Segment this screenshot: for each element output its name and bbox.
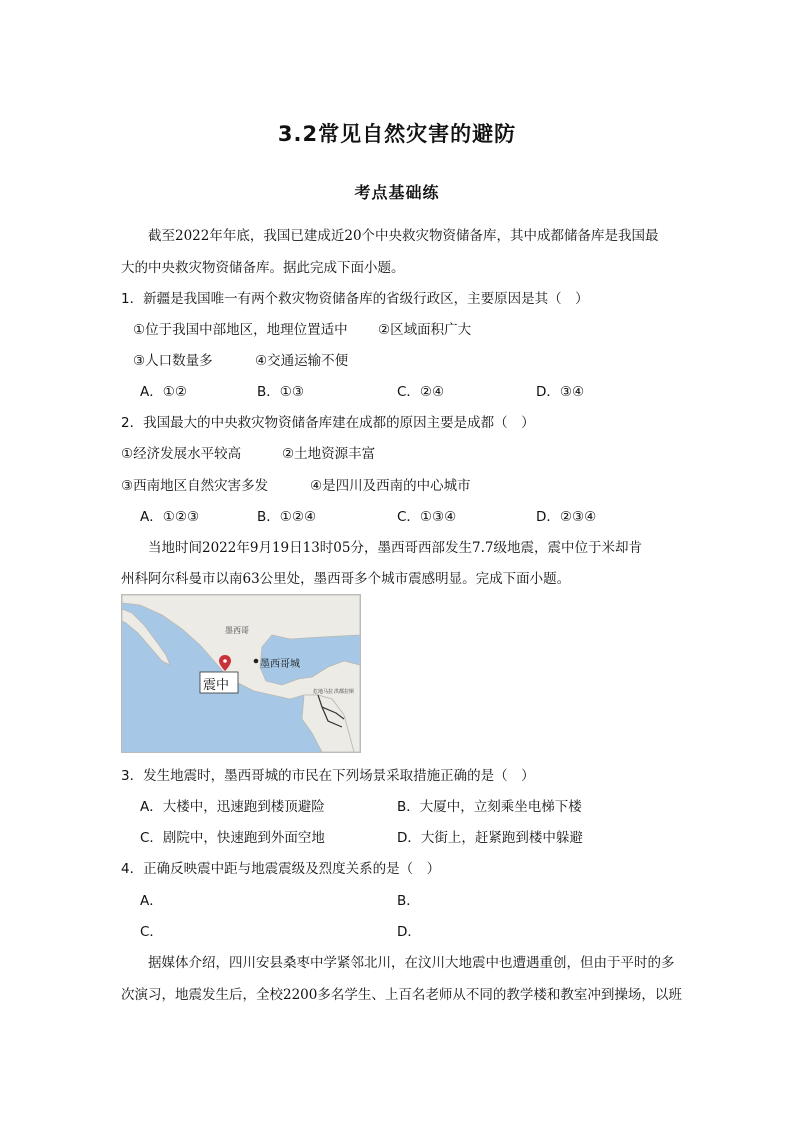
q1-statement-4: ④交通运输不便 [255,353,349,369]
q1-statement-1: ①位于我国中部地区，地理位置适中 [133,322,348,338]
section-subtitle: 考点基础练 [354,183,440,202]
q1-statement-3: ③人口数量多 [133,353,213,369]
page-title: 3.2常见自然灾害的避防 [277,122,517,146]
q4-option-b[interactable]: B． [397,893,420,909]
q3-option-b[interactable]: B．大厦中，立刻乘坐电梯下楼 [397,799,582,815]
q3-option-d[interactable]: D．大街上，赶紧跑到楼中躲避 [397,830,583,846]
q4-option-c[interactable]: C． [140,924,163,940]
passage3-line2: 次演习，地震发生后，全校2200多名学生、上百名老师从不同的教学楼和教室冲到操场，以班 [121,987,682,1003]
q1-option-b[interactable]: B．①③ [257,384,304,400]
q1-option-c[interactable]: C．②④ [397,384,445,400]
q4-option-a[interactable]: A． [140,893,163,909]
q2-option-b[interactable]: B．①②④ [257,509,317,525]
map-label-guatemala: 危地马拉 [313,689,334,695]
q1-stem: 1．新疆是我国唯一有两个救灾物资储备库的省级行政区，主要原因是其（ ） [121,291,589,307]
q1-option-d[interactable]: D．③④ [536,384,585,400]
q1-option-a[interactable]: A．①② [140,384,187,400]
q2-statement-2: ②土地资源丰富 [282,446,376,462]
mexico-city-dot [254,659,259,664]
q2-stem: 2．我国最大的中央救灾物资储备库建在成都的原因主要是成都（ ） [121,415,535,431]
q2-option-a[interactable]: A．①②③ [140,509,200,525]
map-graphic [122,595,360,752]
q2-option-c[interactable]: C．①③④ [397,509,457,525]
q2-statement-4: ④是四川及西南的中心城市 [310,478,471,494]
map-label-mexico: 墨西哥 [225,626,249,635]
passage2-line2: 州科阿尔科曼市以南63公里处，墨西哥多个城市震感明显。完成下面小题。 [121,571,571,587]
passage2-line1: 当地时间2022年9月19日13时05分，墨西哥西部发生7.7级地震，震中位于米却肯 [148,540,642,556]
passage1-line1: 截至2022年年底，我国已建成近20个中央救灾物资储备库，其中成都储备库是我国最 [148,228,659,244]
map-label-mexico-city: 墨西哥城 [260,659,300,670]
q3-option-a[interactable]: A．大楼中，迅速跑到楼顶避险 [140,799,325,815]
q4-option-d[interactable]: D． [397,924,421,940]
epicenter-marker-dot [223,659,227,663]
q1-statement-2: ②区域面积广大 [378,322,472,338]
passage3-line1: 据媒体介绍，四川安县桑枣中学紧邻北川，在汶川大地震中也遭遇重创，但由于平时的多 [148,955,675,971]
map-label-epicenter: 震中 [203,678,230,693]
q2-option-d[interactable]: D．②③④ [536,509,597,525]
map-label-honduras: 洪都拉斯 [334,689,355,695]
q4-stem: 4．正确反映震中距与地震震级及烈度关系的是（ ） [121,861,441,877]
q2-statement-1: ①经济发展水平较高 [121,446,242,462]
q2-statement-3: ③西南地区自然灾害多发 [121,478,269,494]
passage1-line2: 大的中央救灾物资储备库。据此完成下面小题。 [121,260,405,276]
q3-stem: 3．发生地震时，墨西哥城的市民在下列场景采取措施正确的是（ ） [121,768,535,784]
mexico-map [121,594,361,753]
q3-option-c[interactable]: C．剧院中，快速跑到外面空地 [140,830,325,846]
